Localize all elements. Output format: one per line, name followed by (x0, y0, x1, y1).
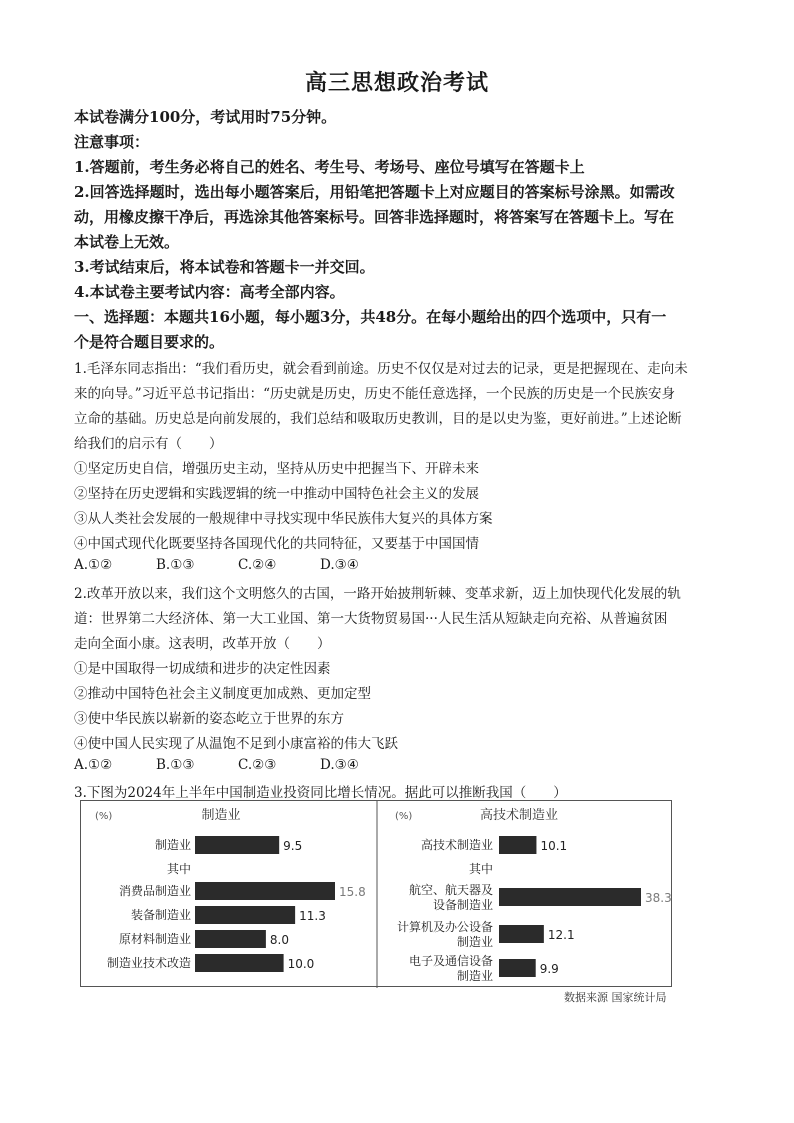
notice-item: 3.考试结束后，将本试卷和答题卡一并交回。 (74, 258, 375, 276)
notice-item: 2.回答选择题时，选出每小题答案后，用铅笔把答题卡上对应题目的答案标号涂黑。如需改 (74, 183, 675, 201)
category-label: 制造业 (456, 969, 493, 983)
q2-stem: 2.改革开放以来，我们这个文明悠久的古国，一路开始披荆斩棘、变革求新，迈上加快现代化发展的轨 (74, 586, 681, 602)
bar-value-label: 10.1 (540, 839, 568, 853)
notice-item: 本试卷上无效。 (74, 233, 180, 251)
chart-svg (81, 801, 673, 988)
bar-manufacturing (195, 954, 284, 972)
category-label: 航空、航天器及 (408, 883, 493, 897)
bar-value-label: 12.1 (547, 928, 575, 942)
exam-info-line: 本试卷满分100分，考试用时75分钟。 (74, 108, 337, 126)
bar-manufacturing (195, 882, 335, 900)
bar-hightech (499, 925, 544, 943)
category-label: 装备制造业 (130, 908, 191, 922)
notice-heading: 注意事项： (74, 133, 150, 151)
data-source: 数据来源 国家统计局 (564, 991, 667, 1004)
chart-title: 高技术制造业 (479, 808, 559, 823)
q2-item: ②推动中国特色社会主义制度更加成熟、更加定型 (74, 686, 371, 702)
q2-item: ④使中国人民实现了从温饱不足到小康富裕的伟大飞跃 (74, 736, 398, 752)
q1-choices (74, 557, 724, 573)
q1-choice-b[interactable]: B.①③ (156, 557, 195, 573)
page-title: 高三思想政治考试 (304, 70, 489, 96)
q1-stem: 给我们的启示有（ ） (74, 436, 223, 452)
q2-stem: 走向全面小康。这表明，改革开放（ ） (74, 636, 331, 652)
q1-stem: 立命的基础。历史总是向前发展的，我们总结和吸取历史教训，目的是以史为鉴，更好前进。”上述论断 (74, 411, 682, 427)
q1-choice-d[interactable]: D.③④ (320, 557, 359, 573)
category-label: 消费品制造业 (118, 884, 191, 898)
category-label: 其中 (468, 862, 493, 876)
q1-item: ①坚定历史自信，增强历史主动，坚持从历史中把握当下、开辟未来 (74, 461, 479, 477)
bar-value-label: 8.0 (269, 933, 289, 947)
q3-stem: 3.下图为2024年上半年中国制造业投资同比增长情况。据此可以推断我国（ ） (74, 785, 567, 801)
bar-manufacturing (195, 836, 279, 854)
q2-item: ①是中国取得一切成绩和进步的决定性因素 (74, 661, 331, 677)
category-label: 制造业技术改造 (106, 956, 191, 970)
q1-item: ③从人类社会发展的一般规律中寻找实现中华民族伟大复兴的具体方案 (74, 511, 493, 527)
q1-choice-a[interactable]: A.①② (74, 557, 113, 573)
bar-value-label: 9.5 (283, 839, 303, 853)
category-label: 制造业 (456, 935, 493, 949)
q2-choice-d[interactable]: D.③④ (320, 757, 359, 773)
bar-hightech (499, 888, 641, 906)
bar-value-label: 38.3 (645, 891, 672, 905)
investment-chart (80, 800, 672, 987)
category-label: 电子及通信设备 (408, 954, 493, 968)
q2-choices (74, 757, 724, 773)
bar-value-label: 9.9 (539, 962, 559, 976)
bar-manufacturing (195, 930, 266, 948)
q2-stem: 道：世界第二大经济体、第一大工业国、第一大货物贸易国···人民生活从短缺走向充裕、从普遍贫困 (74, 611, 668, 627)
q2-choice-c[interactable]: C.②③ (238, 757, 277, 773)
bar-value-label: 10.0 (287, 957, 315, 971)
chart-title: 制造业 (201, 808, 241, 823)
notice-item: 4.本试卷主要考试内容：高考全部内容。 (74, 283, 345, 301)
notice-item: 1.答题前，考生务必将自己的姓名、考生号、考场号、座位号填写在答题卡上 (74, 158, 585, 176)
bar-value-label: 15.8 (339, 885, 366, 899)
chart-unit-label: (%) (95, 811, 113, 822)
q2-item: ③使中华民族以崭新的姿态屹立于世界的东方 (74, 711, 344, 727)
chart-unit-label: (%) (395, 811, 413, 822)
q2-choice-b[interactable]: B.①③ (156, 757, 195, 773)
bar-hightech (499, 959, 536, 977)
section-heading: 个是符合题目要求的。 (74, 333, 225, 351)
category-label: 设备制造业 (432, 898, 493, 912)
bar-value-label: 11.3 (299, 909, 326, 923)
category-label: 计算机及办公设备 (396, 920, 493, 934)
q1-choice-c[interactable]: C.②④ (238, 557, 277, 573)
category-label: 高技术制造业 (420, 838, 493, 852)
q1-stem: 1.毛泽东同志指出：“我们看历史，就会看到前途。历史不仅仅是对过去的记录，更是把握现在、走向未 (74, 361, 688, 377)
category-label: 原材料制造业 (118, 932, 191, 946)
q2-choice-a[interactable]: A.①② (74, 757, 113, 773)
section-heading: 一、选择题：本题共16小题，每小题3分，共48分。在每小题给出的四个选项中，只有一 (74, 308, 667, 326)
category-label: 其中 (166, 862, 191, 876)
q1-item: ②坚持在历史逻辑和实践逻辑的统一中推动中国特色社会主义的发展 (74, 486, 479, 502)
bar-hightech (499, 836, 536, 854)
category-label: 制造业 (154, 838, 191, 852)
notice-item: 动，用橡皮擦干净后，再选涂其他答案标号。回答非选择题时，将答案写在答题卡上。写在 (74, 208, 675, 226)
q1-item: ④中国式现代化既要坚持各国现代化的共同特征，又要基于中国国情 (74, 536, 479, 552)
q1-stem: 来的向导。”习近平总书记指出：“历史就是历史，历史不能任意选择，一个民族的历史是一个民族安身 (74, 386, 676, 402)
bar-manufacturing (195, 906, 295, 924)
